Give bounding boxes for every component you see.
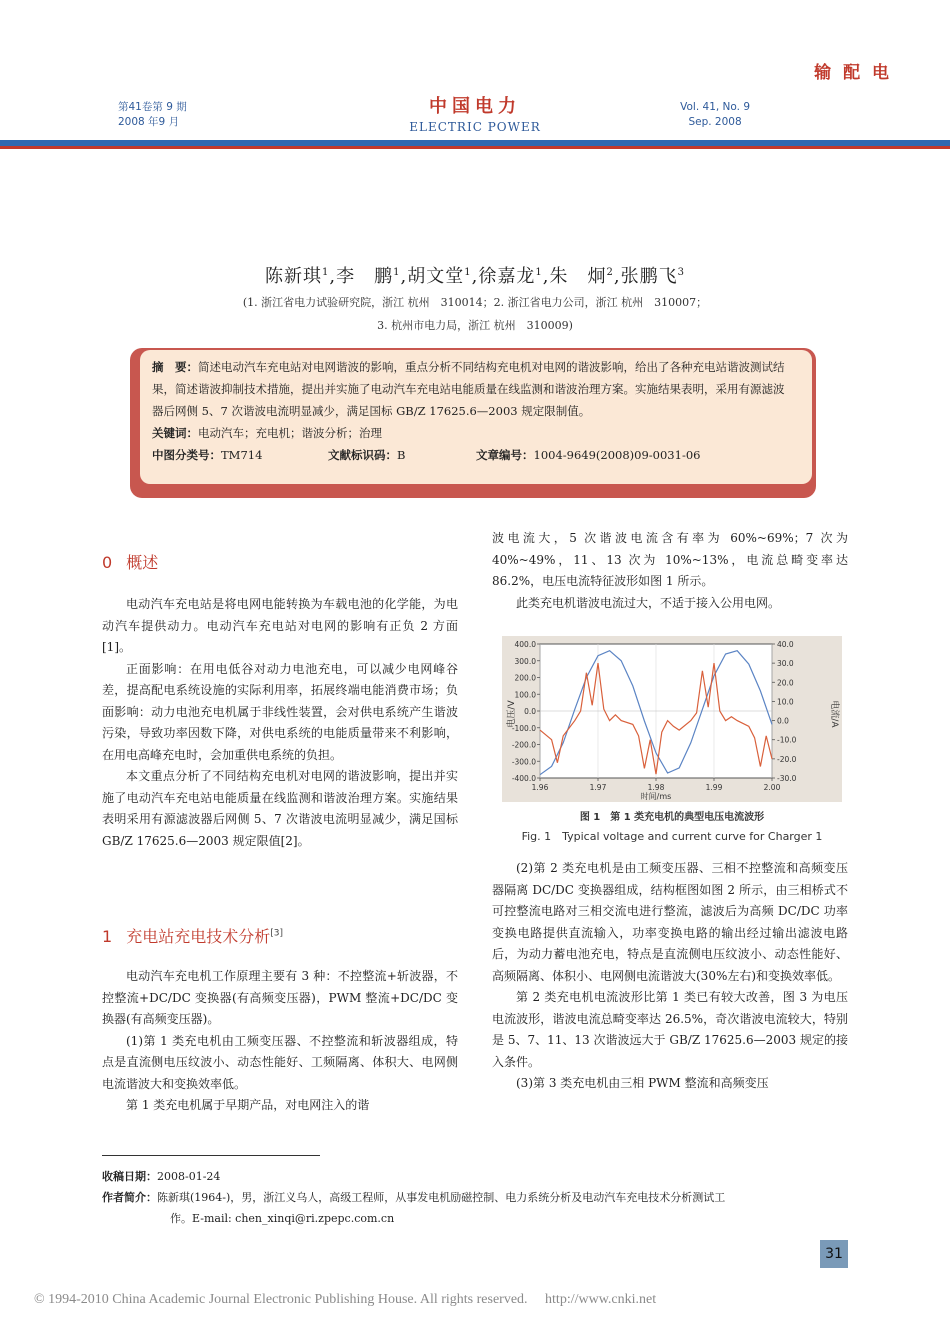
x-tick-label: 1.99 [705, 783, 723, 792]
author-sep: , [542, 266, 550, 287]
x-axis-label: 时间/ms [640, 792, 672, 801]
figure-1-chart [502, 636, 842, 802]
author-sup: 1 [393, 267, 401, 278]
author: 朱 炯 [549, 266, 607, 287]
date-cn: 2008 年9 月 [118, 116, 180, 128]
paragraph: 本文重点分析了不同结构充电机对电网的谐波影响，提出并实施了电动汽车充电站电能质量在线监测和谐波治理方案。实施结果表明采用有源滤波器后网侧 5、7 次谐波电流明显减少，满足国标 GB/Z 17625.6—2003 规定限值[2]。 [102, 769, 458, 848]
cls-value: TM714 [221, 448, 263, 462]
section-tag: 输 配 电 [814, 63, 892, 83]
author: 张鹏飞 [620, 266, 678, 287]
section-ref: [3] [270, 928, 283, 939]
author-sup: 1 [464, 267, 472, 278]
paragraph: 电动汽车充电机工作原理主要有 3 种：不控整流+斩波器，不控整流+DC/DC 变换器(有高频变压器)，PWM 整流+DC/DC 变换器(有高频变压器)。 [102, 969, 458, 1026]
keywords-label: 关键词： [152, 426, 198, 440]
issue-en: Vol. 41, No. 9 [680, 101, 750, 113]
cls-label: 中图分类号： [152, 448, 221, 462]
author: 胡文堂 [407, 266, 465, 287]
header-rule-red [0, 146, 950, 149]
author-list [0, 262, 950, 288]
date-en: Sep. 2008 [688, 116, 742, 128]
author-sep: , [329, 266, 337, 287]
section-number: 0 [102, 553, 113, 572]
footnote-rule [102, 1155, 320, 1156]
keywords [152, 422, 794, 444]
paragraph: 第 2 类充电机电流波形比第 1 类已有较大改善，图 3 为电压电流波形，谐波电流总畸变率达 26.5%，奇次谐波电流较大，特别是 5、7、11、13 次谐波远大于 GB/Z 17625.6—2003 规定的接入条件。 [492, 990, 848, 1069]
author: 陈新琪 [265, 266, 323, 287]
figure-1-caption-cn: 图 1 第 1 类充电机的典型电压电流波形 [579, 812, 765, 823]
y-tick-label-left: -300.0 [511, 757, 536, 767]
section-0-body [102, 594, 458, 852]
affiliation-line-1: (1. 浙江省电力试验研究院，浙江 杭州 310014；2. 浙江省电力公司，浙江 杭州 310007； [242, 296, 708, 309]
author-bio [102, 1187, 862, 1229]
y-tick-label-left: 200.0 [514, 673, 536, 683]
right-column-bottom [492, 858, 848, 1095]
issue-cn: 第41卷第 9 期 [118, 101, 187, 113]
keywords-text: 电动汽车；充电机；谐波分析；治理 [198, 426, 382, 440]
issue-info-en [680, 100, 750, 130]
paragraph: 此类充电机谐波电流过大，不适于接入公用电网。 [516, 595, 781, 610]
bio-label: 作者简介： [102, 1191, 157, 1204]
section-title: 概述 [126, 553, 159, 572]
y-tick-label-right: -10.0 [777, 735, 797, 745]
journal-title-cn: 中国电力 [429, 96, 521, 117]
journal-title [0, 92, 950, 134]
abstract-text: 简述电动汽车充电站对电网谐波的影响，重点分析不同结构充电机对电网的谐波影响，给出了各种充电站谐波测试结果，简述谐波抑制技术措施，提出并实施了电动汽车充电站电能质量在线监测和谐波治理方案。实施结果表明，采用有源滤波器后网侧 5、7 次谐波电流明显减少，满足国标 GB/Z 17625.6—2003 规定限制值。 [152, 360, 785, 418]
figure-1-caption-en: Fig. 1 Typical voltage and current curve for Charger 1 [521, 830, 823, 843]
y-tick-label-left: 100.0 [514, 690, 536, 700]
affiliation-line-2: 3. 杭州市电力局，浙江 杭州 310009) [377, 319, 573, 332]
author-sup: 2 [606, 267, 614, 278]
abstract-label: 摘 要： [152, 360, 198, 374]
right-column-top [492, 528, 848, 614]
paragraph: (1)第 1 类充电机由工频变压器、不控整流和斩波器组成，特点是直流侧电压纹波小、动态性能好、工频隔离、体积大、电网侧电流谐波大和变换效率低。 [102, 1033, 458, 1091]
y-axis-label-right: 电流/A [829, 700, 839, 728]
bio-line-2: 作。E-mail: chen_xinqi@ri.zpepc.com.cn [170, 1212, 395, 1225]
doc-code-value: B [397, 448, 406, 462]
paragraph: 正面影响：在用电低谷对动力电池充电，可以减少电网峰谷差，提高配电系统设施的实际利用率，拓展终端电能消费市场；负面影响：动力电池充电机属于非线性装置，会对供电系统产生谐波污染，导致功率因数下降，对供电系统的电能质量带来不利影响，在用电高峰充电时，会加重供电系统的负担。 [102, 661, 458, 762]
x-tick-label: 1.98 [647, 783, 665, 792]
paragraph: (2)第 2 类充电机是由工频变压器、三相不控整流和高频变压器隔离 DC/DC 变换器组成，结构框图如图 2 所示，由三相桥式不可控整流电路对三相交流电进行整流，滤波后为高频 DC/DC 功率变换电路提供直流输入，功率变换电路的输出经过输出滤波电路后，为动力蓄电池充电，特点是直流侧电压纹波小、动态性能好、高频隔离、体积小、电网侧电流谐波大(30%左右)和变换效率低。 [492, 861, 848, 983]
y-tick-label-left: 400.0 [514, 640, 536, 649]
y-tick-label-left: -100.0 [511, 723, 536, 733]
y-axis-label-left: 电压/V [507, 700, 517, 728]
figure-1 [502, 636, 842, 802]
section-1-heading [102, 924, 283, 947]
y-tick-label-left: -200.0 [511, 740, 536, 750]
copyright-notice: © 1994-2010 China Academic Journal Electronic Publishing House. All rights reserved. http://www.cnki.net [34, 1292, 657, 1307]
author-sep: , [613, 266, 621, 287]
article-no-label: 文章编号： [476, 448, 534, 462]
journal-title-en: ELECTRIC POWER [409, 120, 541, 134]
section-number: 1 [102, 927, 113, 946]
y-tick-label-right: 40.0 [777, 640, 794, 649]
section-title: 充电站充电技术分析 [126, 927, 271, 946]
author-sup: 1 [322, 267, 330, 278]
abstract-panel [140, 350, 812, 484]
author-sup: 3 [677, 267, 685, 278]
doc-code-label: 文献标识码： [328, 448, 397, 462]
article-no-value: 1004-9649(2008)09-0031-06 [533, 448, 701, 462]
received-label: 收稿日期： [102, 1170, 157, 1183]
y-tick-label-right: -20.0 [777, 754, 797, 764]
paragraph: 第 1 类充电机属于早期产品，对电网注入的谐 [126, 1098, 370, 1112]
author: 李 鹏 [336, 266, 394, 287]
y-tick-label-right: -30.0 [777, 774, 797, 783]
author-sep: , [400, 266, 408, 287]
y-tick-label-left: 0.0 [524, 707, 536, 716]
x-tick-label: 1.97 [589, 783, 607, 792]
classification-line [152, 444, 794, 466]
y-tick-label-right: 30.0 [777, 659, 794, 669]
received-value: 2008-01-24 [157, 1170, 221, 1183]
y-tick-label-right: 10.0 [777, 697, 794, 707]
author: 徐嘉龙 [478, 266, 536, 287]
section-0-heading [102, 550, 158, 573]
author-sep: , [471, 266, 479, 287]
y-tick-label-left: -400.0 [511, 774, 536, 783]
bio-line-1: 陈新琪(1964-)，男，浙江义乌人，高级工程师，从事发电机励磁控制、电力系统分析及电动汽车充电技术分析测试工 [157, 1191, 726, 1204]
paragraph: (3)第 3 类充电机由三相 PWM 整流和高频变压 [516, 1076, 769, 1090]
abstract [152, 350, 794, 422]
paragraph: 电动汽车充电站是将电网电能转换为车载电池的化学能，为电动汽车提供动力。电动汽车充电站对电网的影响有正负 2 方面[1]。 [102, 597, 458, 654]
paragraph: 波电流大，5 次谐波电流含有率为 60%~69%；7 次为 40%~49%，11、13 次为 10%~13%，电流总畸变率达 86.2%，电压电流特征波形如图 1 所示。 [492, 531, 848, 588]
received-date [102, 1166, 220, 1187]
y-tick-label-right: 20.0 [777, 678, 794, 688]
author-sup: 1 [535, 267, 543, 278]
y-tick-label-right: 0.0 [777, 716, 789, 726]
x-tick-label: 2.00 [763, 783, 781, 792]
page-number: 31 [820, 1240, 848, 1268]
x-tick-label: 1.96 [531, 783, 549, 792]
section-1-body [102, 966, 458, 1117]
y-tick-label-left: 300.0 [514, 656, 536, 666]
